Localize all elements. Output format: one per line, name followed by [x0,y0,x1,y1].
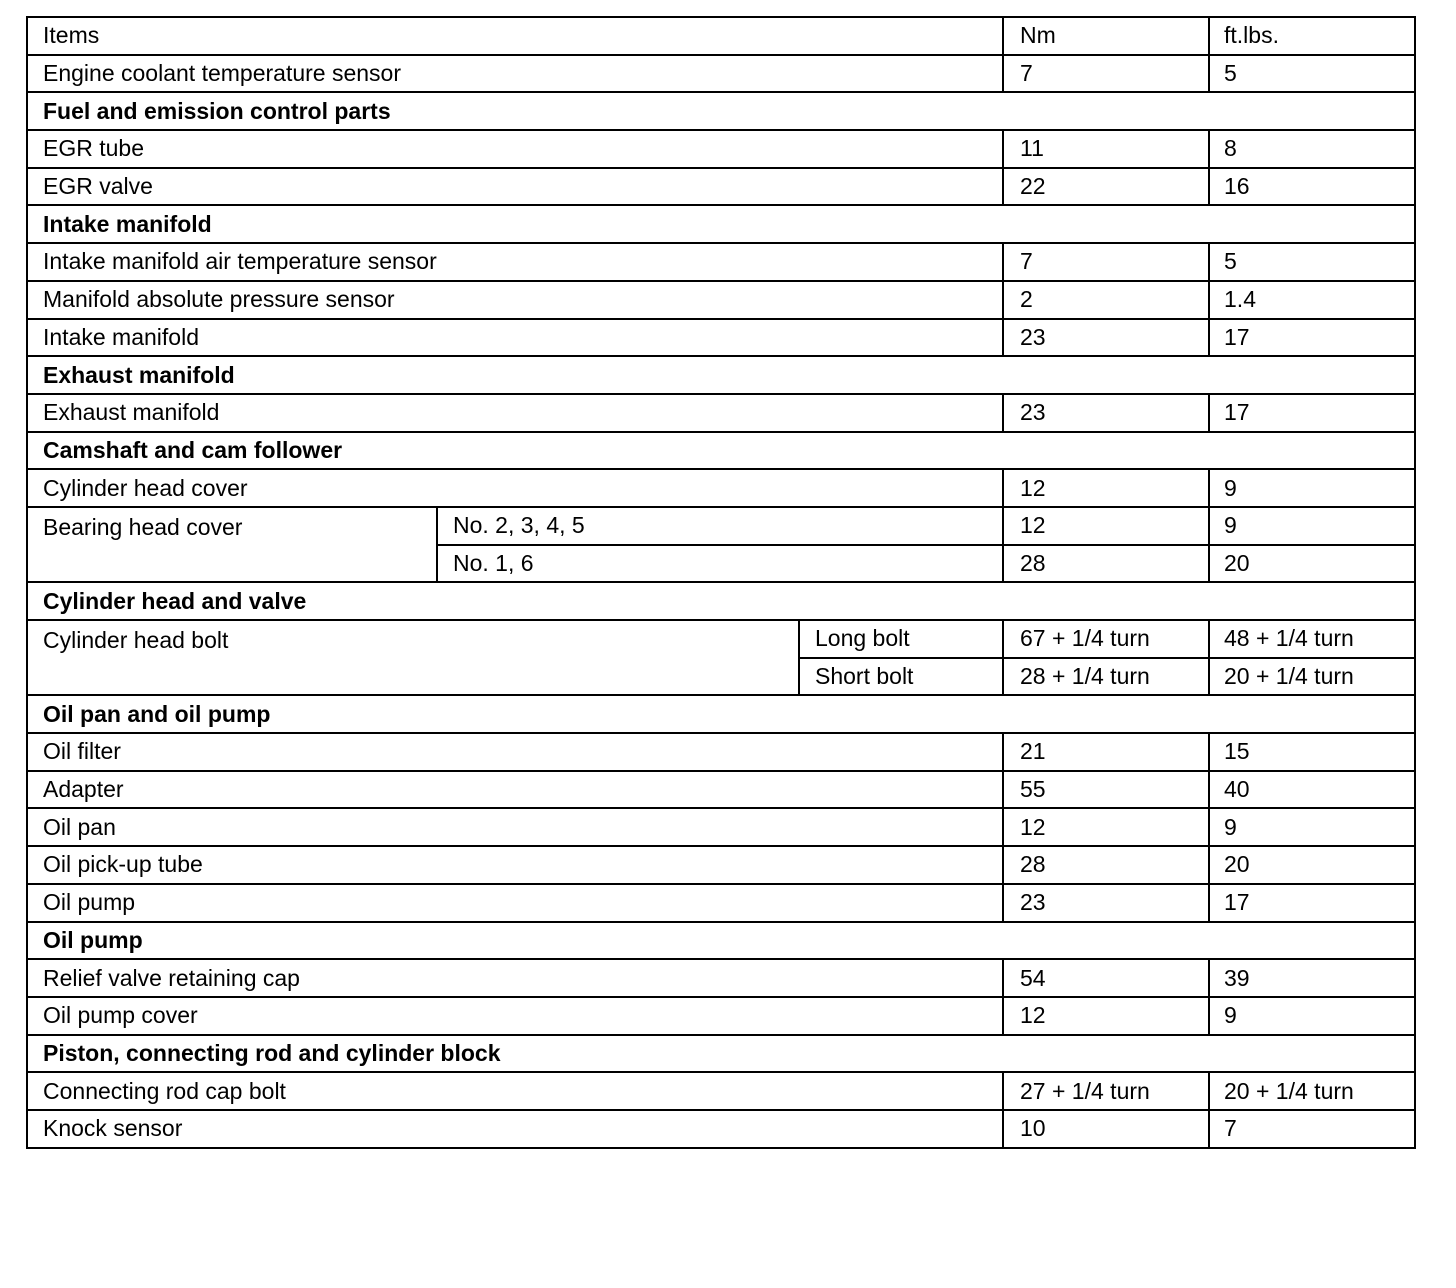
item-label: Oil filter [27,733,1003,771]
ftlbs-value: 20 + 1/4 turn [1209,658,1415,696]
items-header: Items [27,17,1003,55]
table-row [27,1110,1415,1148]
table-row [27,319,1415,357]
ftlbs-value: 20 + 1/4 turn [1209,1072,1415,1110]
item-label: Engine coolant temperature sensor [27,55,1003,93]
table-row [27,1072,1415,1110]
item-label: Exhaust manifold [27,394,1003,432]
nm-value: 23 [1003,884,1209,922]
nm-value: 10 [1003,1110,1209,1148]
table-row [27,469,1415,507]
ftlbs-header: ft.lbs. [1209,17,1415,55]
item-label: Oil pan [27,808,1003,846]
table-row [27,55,1415,93]
ftlbs-value: 5 [1209,55,1415,93]
ftlbs-value: 17 [1209,884,1415,922]
nm-value: 54 [1003,959,1209,997]
section-heading: Oil pan and oil pump [27,695,1415,733]
item-label: Cylinder head bolt [27,620,799,695]
nm-value: 7 [1003,55,1209,93]
nm-value: 11 [1003,130,1209,168]
table-row [27,243,1415,281]
nm-value: 2 [1003,281,1209,319]
item-label: Relief valve retaining cap [27,959,1003,997]
table-row [27,130,1415,168]
nm-value: 12 [1003,808,1209,846]
ftlbs-value: 48 + 1/4 turn [1209,620,1415,658]
nm-value: 12 [1003,997,1209,1035]
table-row [27,959,1415,997]
nm-value: 7 [1003,243,1209,281]
nm-value: 28 [1003,545,1209,583]
ftlbs-value: 16 [1209,168,1415,206]
table-body [27,55,1415,1148]
item-label: EGR tube [27,130,1003,168]
table-row [27,846,1415,884]
table-row [27,507,1415,545]
ftlbs-value: 20 [1209,545,1415,583]
nm-value: 55 [1003,771,1209,809]
table-row [27,808,1415,846]
section-heading: Oil pump [27,922,1415,960]
section-heading: Intake manifold [27,205,1415,243]
sub-item-label: Long bolt [799,620,1003,658]
item-label: Oil pump [27,884,1003,922]
item-label: Manifold absolute pressure sensor [27,281,1003,319]
nm-value: 67 + 1/4 turn [1003,620,1209,658]
section-row [27,205,1415,243]
ftlbs-value: 17 [1209,319,1415,357]
item-label: EGR valve [27,168,1003,206]
nm-value: 23 [1003,319,1209,357]
nm-value: 21 [1003,733,1209,771]
ftlbs-value: 20 [1209,846,1415,884]
table-row [27,771,1415,809]
item-label: Adapter [27,771,1003,809]
ftlbs-value: 9 [1209,997,1415,1035]
section-row [27,695,1415,733]
table-row [27,168,1415,206]
section-row [27,1035,1415,1073]
ftlbs-value: 8 [1209,130,1415,168]
ftlbs-value: 17 [1209,394,1415,432]
section-heading: Fuel and emission control parts [27,92,1415,130]
torque-spec-table [26,16,1416,1149]
ftlbs-value: 9 [1209,469,1415,507]
ftlbs-value: 5 [1209,243,1415,281]
ftlbs-value: 39 [1209,959,1415,997]
nm-value: 23 [1003,394,1209,432]
sub-item-label: No. 1, 6 [437,545,1003,583]
sub-item-label: No. 2, 3, 4, 5 [437,507,1003,545]
item-label: Bearing head cover [27,507,437,582]
table-row [27,281,1415,319]
item-label: Connecting rod cap bolt [27,1072,1003,1110]
item-label: Intake manifold air temperature sensor [27,243,1003,281]
header-row [27,17,1415,55]
section-row [27,92,1415,130]
section-heading: Piston, connecting rod and cylinder block [27,1035,1415,1073]
table-row [27,394,1415,432]
section-heading: Camshaft and cam follower [27,432,1415,470]
ftlbs-value: 1.4 [1209,281,1415,319]
table-row [27,884,1415,922]
item-label: Cylinder head cover [27,469,1003,507]
section-row [27,582,1415,620]
table-row [27,620,1415,658]
nm-value: 12 [1003,507,1209,545]
ftlbs-value: 7 [1209,1110,1415,1148]
nm-value: 28 + 1/4 turn [1003,658,1209,696]
nm-value: 12 [1003,469,1209,507]
nm-value: 22 [1003,168,1209,206]
section-heading: Cylinder head and valve [27,582,1415,620]
ftlbs-value: 9 [1209,808,1415,846]
item-label: Oil pump cover [27,997,1003,1035]
nm-header: Nm [1003,17,1209,55]
ftlbs-value: 15 [1209,733,1415,771]
item-label: Knock sensor [27,1110,1003,1148]
nm-value: 27 + 1/4 turn [1003,1072,1209,1110]
table-row [27,997,1415,1035]
ftlbs-value: 40 [1209,771,1415,809]
ftlbs-value: 9 [1209,507,1415,545]
item-label: Oil pick-up tube [27,846,1003,884]
section-row [27,432,1415,470]
section-heading: Exhaust manifold [27,356,1415,394]
table-row [27,733,1415,771]
sub-item-label: Short bolt [799,658,1003,696]
section-row [27,356,1415,394]
nm-value: 28 [1003,846,1209,884]
item-label: Intake manifold [27,319,1003,357]
section-row [27,922,1415,960]
